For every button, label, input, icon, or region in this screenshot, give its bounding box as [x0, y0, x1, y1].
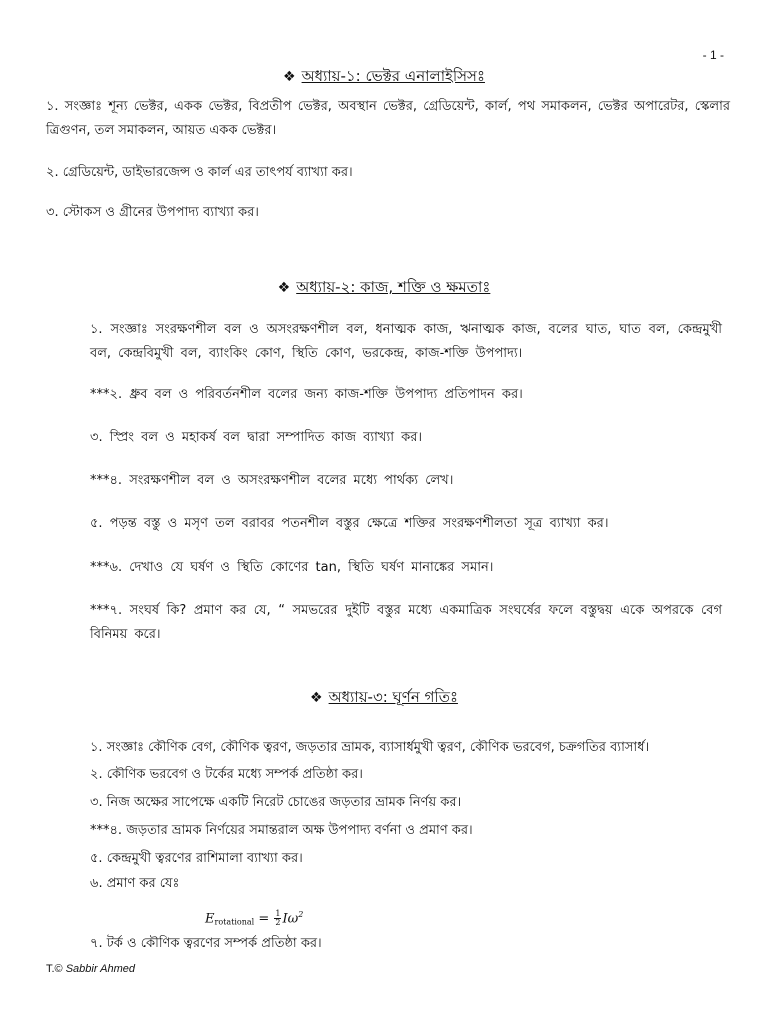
chapter-2-title: অধ্যায়-২: কাজ, শক্তি ও ক্ষমতাঃ [296, 278, 491, 296]
chapter-2-heading [0, 276, 768, 301]
chapter-3-item-3: ৩. নিজ অক্ষের সাপেক্ষে একটি নিরেট চোঙের জড়তার ভ্রামক নির্ণয় কর। [90, 795, 462, 810]
chapter-3-item-1: ১. সংজ্ঞাঃ কৌণিক বেগ, কৌণিক ত্বরণ, জড়তার ভ্রামক, ব্যাসার্ধমুখী ত্বরণ, কৌণিক ভরবেগ, চক্রগতির ব্যাসার্ধ। [90, 740, 650, 755]
chapter-3-item-5: ৫. কেন্দ্রমুখী ত্বরণের রাশিমালা ব্যাখ্যা কর। [90, 851, 303, 866]
chapter-1-title: অধ্যায়-১: ভেক্টর এনালাইসিসঃ [301, 67, 485, 85]
formula-subscript: rotational [214, 917, 255, 927]
chapter-2-item-2: ***২. ধ্রুব বল ও পরিবর্তনশীল বলের জন্য কাজ-শক্তি উপপাদ্য প্রতিপাদন কর। [90, 387, 523, 402]
chapter-2-item-7: ***৭. সংঘর্ষ কি? প্রমাণ কর যে, “ সমভরের দুইটি বস্তুর মধ্যে একমাত্রিক সংঘর্ষের ফলে বস্তুদ্বয় একে অপরকে বেগ বিনিময় করে। [90, 603, 722, 642]
chapter-3-item-4: ***৪. জড়তার ভ্রামক নির্ণয়ের সমান্তরাল অক্ষ উপপাদ্য বর্ণনা ও প্রমাণ কর। [90, 823, 473, 838]
chapter-2-item-5: ৫. পড়ন্ত বস্তু ও মসৃণ তল বরাবর পতনশীল বস্তুর ক্ষেত্রে শক্তির সংরক্ষণশীলতা সূত্র ব্যাখ্যা কর। [90, 516, 609, 531]
chapter-1-bullet-icon: ❖ [283, 69, 296, 85]
chapter-2-item-6: ***৬. দেখাও যে ঘর্ষণ ও স্থিতি কোণের tan, স্থিতি ঘর্ষণ মানাঙ্কের সমান। [90, 560, 494, 575]
chapter-3-title: অধ্যায়-৩: ঘূর্ণন গতিঃ [328, 688, 458, 706]
page-number: - 1 - [702, 48, 724, 62]
chapter-3-item-7: ৭. টর্ক ও কৌণিক ত্বরণের সম্পর্ক প্রতিষ্ঠা কর। [90, 936, 322, 951]
chapter-3-heading [0, 686, 768, 711]
chapter-2-item-4: ***৪. সংরক্ষণশীল বল ও অসংরক্ষণশীল বলের মধ্যে পার্থক্য লেখ। [90, 473, 454, 488]
footer-prefix: T.© [46, 963, 66, 975]
formula-equals: = [254, 911, 274, 927]
footer-author: Sabbir Ahmed [65, 963, 136, 975]
chapter-2-item-1: ১. সংজ্ঞাঃ সংরক্ষণশীল বল ও অসংরক্ষণশীল বল, ধনাত্মক কাজ, ঋনাত্মক কাজ, বলের ঘাত, ঘাত বল, কেন্দ্রমুখী বল, কেন্দ্রবিমুখী বল, ব্যাংকিং কোণ, স্থিতি কোণ, ভরকেন্দ্র, কাজ-শক্তি উপপাদ্য। [90, 322, 722, 361]
formula-rhs: Iω [282, 911, 299, 927]
formula-fraction-numerator: 1 [275, 909, 281, 919]
chapter-3-bullet-icon: ❖ [310, 690, 323, 706]
chapter-1-item-2: ২. গ্রেডিয়েন্ট, ডাইভারজেন্স ও কার্ল এর তাৎপর্য ব্যাখ্যা কর। [46, 165, 353, 180]
chapter-1-item-3: ৩. স্টোকস ও গ্রীনের উপপাদ্য ব্যাখ্যা কর। [46, 205, 259, 220]
formula-fraction [274, 910, 281, 927]
formula-power: 2 [298, 910, 304, 919]
chapter-2-bullet-icon: ❖ [277, 280, 291, 296]
formula-lhs: E [205, 911, 215, 927]
formula-fraction-denominator: 2 [275, 918, 281, 928]
chapter-1-heading [0, 65, 768, 90]
chapter-1-item-1: ১. সংজ্ঞাঃ শূন্য ভেক্টর, একক ভেক্টর, বিপ্রতীপ ভেক্টর, অবস্থান ভেক্টর, গ্রেডিয়েন্ট, কার্ল, পথ সমাকলন, ভেক্টর অপারেটর, স্কেলার ত্রিগুণন, তল সমাকলন, আয়ত একক ভেক্টর। [46, 99, 730, 138]
chapter-3-item-2: ২. কৌণিক ভরবেগ ও টর্কের মধ্যে সম্পর্ক প্রতিষ্ঠা কর। [90, 767, 363, 782]
chapter-2-item-3: ৩. স্প্রিং বল ও মহাকর্ষ বল দ্বারা সম্পাদিত কাজ ব্যাখ্যা কর। [90, 430, 423, 445]
chapter-3-item-6: ৬. প্রমাণ কর যেঃ [90, 876, 180, 891]
rotational-energy-formula [205, 910, 303, 927]
footer-copyright [46, 963, 135, 975]
